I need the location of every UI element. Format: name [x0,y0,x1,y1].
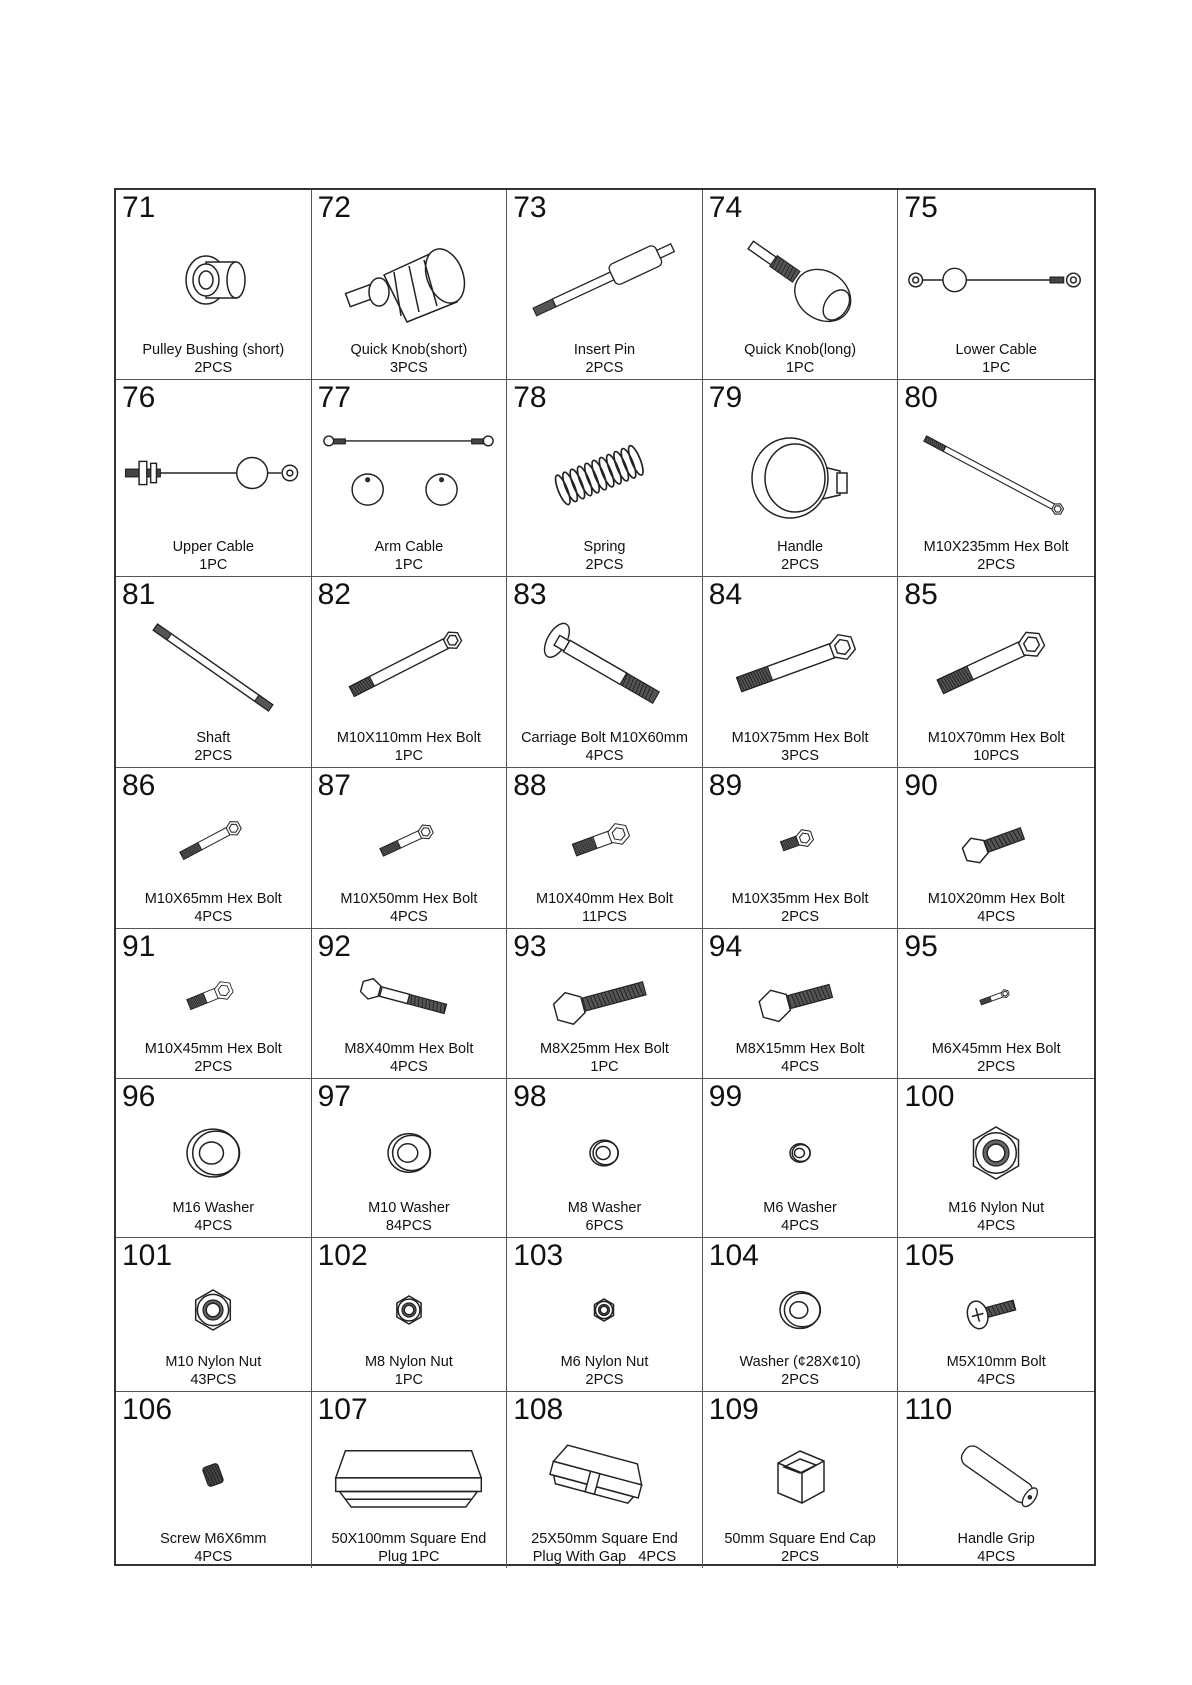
part-quantity: 1PC [590,1059,619,1075]
part-cell-88 [507,768,703,929]
part-caption [509,890,700,926]
part-name: M8X40mm Hex Bolt [344,1041,474,1057]
end-cap-icon [703,1426,898,1524]
grip-icon [898,1426,1094,1524]
part-quantity: 2PCS [781,1372,820,1388]
part-quantity: 3PCS [389,360,428,376]
part-name: M10X20mm Hex Bolt [927,891,1065,907]
part-cell-84 [703,577,899,768]
part-caption [118,729,309,765]
part-name: M10 Washer [368,1200,450,1216]
part-number: 71 [122,191,156,224]
part-cell-82 [312,577,508,768]
part-number: 72 [317,191,351,224]
part-cell-74 [703,190,899,380]
part-quantity: 1PC [394,1372,423,1388]
part-number: 105 [904,1239,955,1272]
spring-icon [507,414,702,532]
part-caption [509,341,700,377]
part-caption [314,538,505,574]
part-cell-98 [507,1079,703,1238]
part-quantity: 4PCS [194,1549,233,1565]
part-quantity: 2PCS [781,557,820,573]
part-number: 93 [513,930,547,963]
part-number: 104 [708,1239,759,1272]
part-name: M6X45mm Hex Bolt [931,1041,1061,1057]
handle-icon [703,414,898,532]
nut-icon [312,1272,507,1347]
bolt-icon [898,414,1094,532]
part-quantity: 2PCS [781,909,820,925]
washer-icon [703,1272,898,1347]
part-caption [705,729,896,765]
part-caption [705,890,896,926]
bolt-icon [507,802,702,884]
part-cell-101 [116,1238,312,1392]
part-name: M8 Washer [567,1200,642,1216]
part-cell-97 [312,1079,508,1238]
part-quantity: 2PCS [585,557,624,573]
part-caption [705,341,896,377]
part-name: 25X50mm Square End [531,1531,678,1547]
nut-icon [116,1272,311,1347]
part-quantity: 2PCS [194,360,233,376]
part-number: 84 [708,578,743,611]
part-caption [900,1040,1092,1076]
part-cell-90 [898,768,1094,929]
part-cell-96 [116,1079,312,1238]
part-caption [118,341,309,377]
knob-icon [312,224,507,335]
part-number: 77 [317,381,351,414]
part-quantity: 1PC [199,557,228,573]
part-name: Upper Cable [172,539,254,555]
part-cell-87 [312,768,508,929]
part-quantity: 2PCS [194,1059,233,1075]
part-number: 106 [122,1393,173,1426]
part-cell-85 [898,577,1094,768]
part-number: 82 [317,578,351,611]
part-cell-109 [703,1392,899,1568]
part-name: M10X65mm Hex Bolt [144,891,282,907]
part-name: Handle [777,539,824,555]
part-number: 101 [122,1239,173,1272]
part-name: Quick Knob(short) [350,342,468,358]
part-caption [314,1353,505,1389]
part-number: 81 [122,578,156,611]
bolt-icon [312,802,507,884]
part-name: M10X45mm Hex Bolt [144,1041,282,1057]
part-caption [900,1199,1092,1235]
bolt-icon [507,963,702,1034]
part-quantity: Plug 1PC [378,1549,440,1565]
part-name: Carriage Bolt M10X60mm [521,730,688,746]
part-caption [314,890,505,926]
part-cell-93 [507,929,703,1079]
part-number: 103 [513,1239,564,1272]
part-name: Pulley Bushing (short) [142,342,285,358]
part-number: 88 [513,769,547,802]
part-number: 78 [513,381,547,414]
part-caption [118,1199,309,1235]
part-quantity: 2PCS [585,1372,624,1388]
part-name: M10X75mm Hex Bolt [731,730,869,746]
part-number: 91 [122,930,156,963]
part-number: 74 [708,191,743,224]
part-quantity: 84PCS [385,1218,432,1234]
part-quantity: 4PCS [389,1059,428,1075]
part-quantity: 2PCS [781,1549,820,1565]
part-caption [314,1040,505,1076]
part-caption [118,538,309,574]
bolt-icon [703,802,898,884]
part-quantity: 1PC [394,557,423,573]
part-cell-86 [116,768,312,929]
part-quantity: 4PCS [585,748,624,764]
part-cell-83 [507,577,703,768]
part-cell-105 [898,1238,1094,1392]
part-caption [118,1040,309,1076]
part-caption [705,1353,896,1389]
part-cell-89 [703,768,899,929]
part-number: 85 [904,578,938,611]
knob-long-icon [703,224,898,335]
cable-icon [116,414,311,532]
part-cell-75 [898,190,1094,380]
part-name: 50X100mm Square End [331,1531,487,1547]
part-quantity: 4PCS [389,909,428,925]
part-caption [900,1530,1092,1566]
part-caption [509,1040,700,1076]
screw-icon [898,1272,1094,1347]
part-name: Spring [583,539,626,555]
part-quantity: 2PCS [977,1059,1016,1075]
part-caption [900,729,1092,765]
part-quantity: 6PCS [585,1218,624,1234]
part-name: M5X10mm Bolt [946,1354,1046,1370]
part-quantity: 1PC [982,360,1011,376]
part-number: 108 [513,1393,564,1426]
part-number: 90 [904,769,938,802]
part-cell-77 [312,380,508,577]
part-number: 95 [904,930,938,963]
part-quantity: 10PCS [973,748,1020,764]
part-cell-72 [312,190,508,380]
part-name: Washer (¢28X¢10) [739,1354,861,1370]
end-plug-icon [507,1426,702,1524]
washer-icon [312,1113,507,1193]
bolt-icon [312,611,507,723]
part-number: 79 [708,381,743,414]
part-quantity: 3PCS [781,748,820,764]
part-quantity: 4PCS [977,1372,1016,1388]
part-caption [509,1530,700,1566]
part-quantity: 4PCS [977,1549,1016,1565]
part-caption [900,890,1092,926]
part-caption [705,1040,896,1076]
bolt-icon [898,963,1094,1034]
part-number: 110 [904,1393,953,1426]
part-number: 89 [708,769,743,802]
part-name: M6 Nylon Nut [560,1354,649,1370]
part-name: M8X15mm Hex Bolt [735,1041,865,1057]
washer-icon [703,1113,898,1193]
part-cell-79 [703,380,899,577]
end-plug-icon [312,1426,507,1524]
nut-icon [507,1272,702,1347]
part-cell-76 [116,380,312,577]
part-caption [705,538,896,574]
part-caption [705,1199,896,1235]
part-number: 97 [317,1080,351,1113]
part-name: Quick Knob(long) [744,342,857,358]
part-caption [118,1530,309,1566]
part-caption [314,1530,505,1566]
part-name: Shaft [196,730,231,746]
part-cell-94 [703,929,899,1079]
part-name: Screw M6X6mm [160,1531,267,1547]
part-number: 98 [513,1080,547,1113]
part-number: 76 [122,381,156,414]
bolt-icon [116,963,311,1034]
nut-icon [898,1113,1094,1193]
cable-icon [898,224,1094,335]
part-caption [900,538,1092,574]
part-quantity: 2PCS [977,557,1016,573]
part-name: Insert Pin [573,342,636,358]
part-quantity: 4PCS [194,909,233,925]
part-name: M10X235mm Hex Bolt [923,539,1069,555]
part-caption [314,341,505,377]
part-name: M10X40mm Hex Bolt [535,891,673,907]
part-number: 102 [317,1239,368,1272]
part-cell-92 [312,929,508,1079]
part-cell-108 [507,1392,703,1568]
part-name: Arm Cable [374,539,444,555]
part-number: 109 [708,1393,759,1426]
part-cell-107 [312,1392,508,1568]
parts-grid [114,188,1096,1566]
part-quantity: 1PC [394,748,423,764]
part-name: M10X35mm Hex Bolt [731,891,869,907]
part-caption [314,729,505,765]
part-number: 100 [904,1080,955,1113]
part-quantity: 43PCS [190,1372,237,1388]
part-name: 50mm Square End Cap [724,1531,876,1547]
part-quantity: 2PCS [194,748,233,764]
part-caption [509,1353,700,1389]
part-number: 96 [122,1080,156,1113]
part-name: M8 Nylon Nut [364,1354,453,1370]
bolt-icon [116,802,311,884]
part-quantity: 11PCS [582,909,627,925]
part-number: 86 [122,769,156,802]
cable-icon [312,414,507,532]
part-quantity: 4PCS [977,1218,1016,1234]
part-cell-110 [898,1392,1094,1568]
part-cell-80 [898,380,1094,577]
bolt-icon [703,611,898,723]
part-caption [118,1353,309,1389]
part-name: M10 Nylon Nut [165,1354,262,1370]
part-cell-100 [898,1079,1094,1238]
part-number: 87 [317,769,351,802]
part-number: 80 [904,381,938,414]
part-caption [900,341,1092,377]
part-number: 94 [708,930,743,963]
part-quantity: 4PCS [194,1218,233,1234]
part-cell-103 [507,1238,703,1392]
part-caption [509,538,700,574]
part-number: 107 [317,1393,368,1426]
part-cell-73 [507,190,703,380]
part-quantity: Plug With Gap 4PCS [532,1549,677,1565]
part-cell-91 [116,929,312,1079]
carriage-bolt-icon [507,611,702,723]
part-number: 99 [708,1080,743,1113]
part-cell-99 [703,1079,899,1238]
part-name: M8X25mm Hex Bolt [540,1041,669,1057]
part-name: M16 Washer [172,1200,255,1216]
part-name: M6 Washer [763,1200,837,1216]
part-number: 92 [317,930,351,963]
part-cell-78 [507,380,703,577]
part-number: 75 [904,191,938,224]
part-caption [509,1199,700,1235]
part-caption [509,729,700,765]
part-name: M10X70mm Hex Bolt [927,730,1065,746]
part-number: 73 [513,191,547,224]
bolt-icon [898,611,1094,723]
part-quantity: 4PCS [977,909,1016,925]
shaft-icon [116,611,311,723]
part-cell-106 [116,1392,312,1568]
part-cell-102 [312,1238,508,1392]
part-name: M10X50mm Hex Bolt [340,891,478,907]
bolt-icon [312,963,507,1034]
part-quantity: 2PCS [585,360,624,376]
part-cell-71 [116,190,312,380]
washer-icon [116,1113,311,1193]
part-caption [314,1199,505,1235]
part-cell-81 [116,577,312,768]
pin-icon [507,224,702,335]
part-number: 83 [513,578,547,611]
part-name: Handle Grip [957,1531,1035,1547]
bushing-icon [116,224,311,335]
part-cell-104 [703,1238,899,1392]
part-cell-95 [898,929,1094,1079]
part-name: M10X110mm Hex Bolt [336,730,481,746]
part-caption [900,1353,1092,1389]
washer-icon [507,1113,702,1193]
part-caption [705,1530,896,1566]
part-quantity: 4PCS [781,1059,820,1075]
part-caption [118,890,309,926]
set-screw-icon [116,1426,311,1524]
bolt-icon [703,963,898,1034]
part-name: Lower Cable [955,342,1037,358]
part-quantity: 1PC [785,360,815,376]
part-quantity: 4PCS [781,1218,820,1234]
bolt-icon [898,802,1094,884]
part-name: M16 Nylon Nut [948,1200,1045,1216]
